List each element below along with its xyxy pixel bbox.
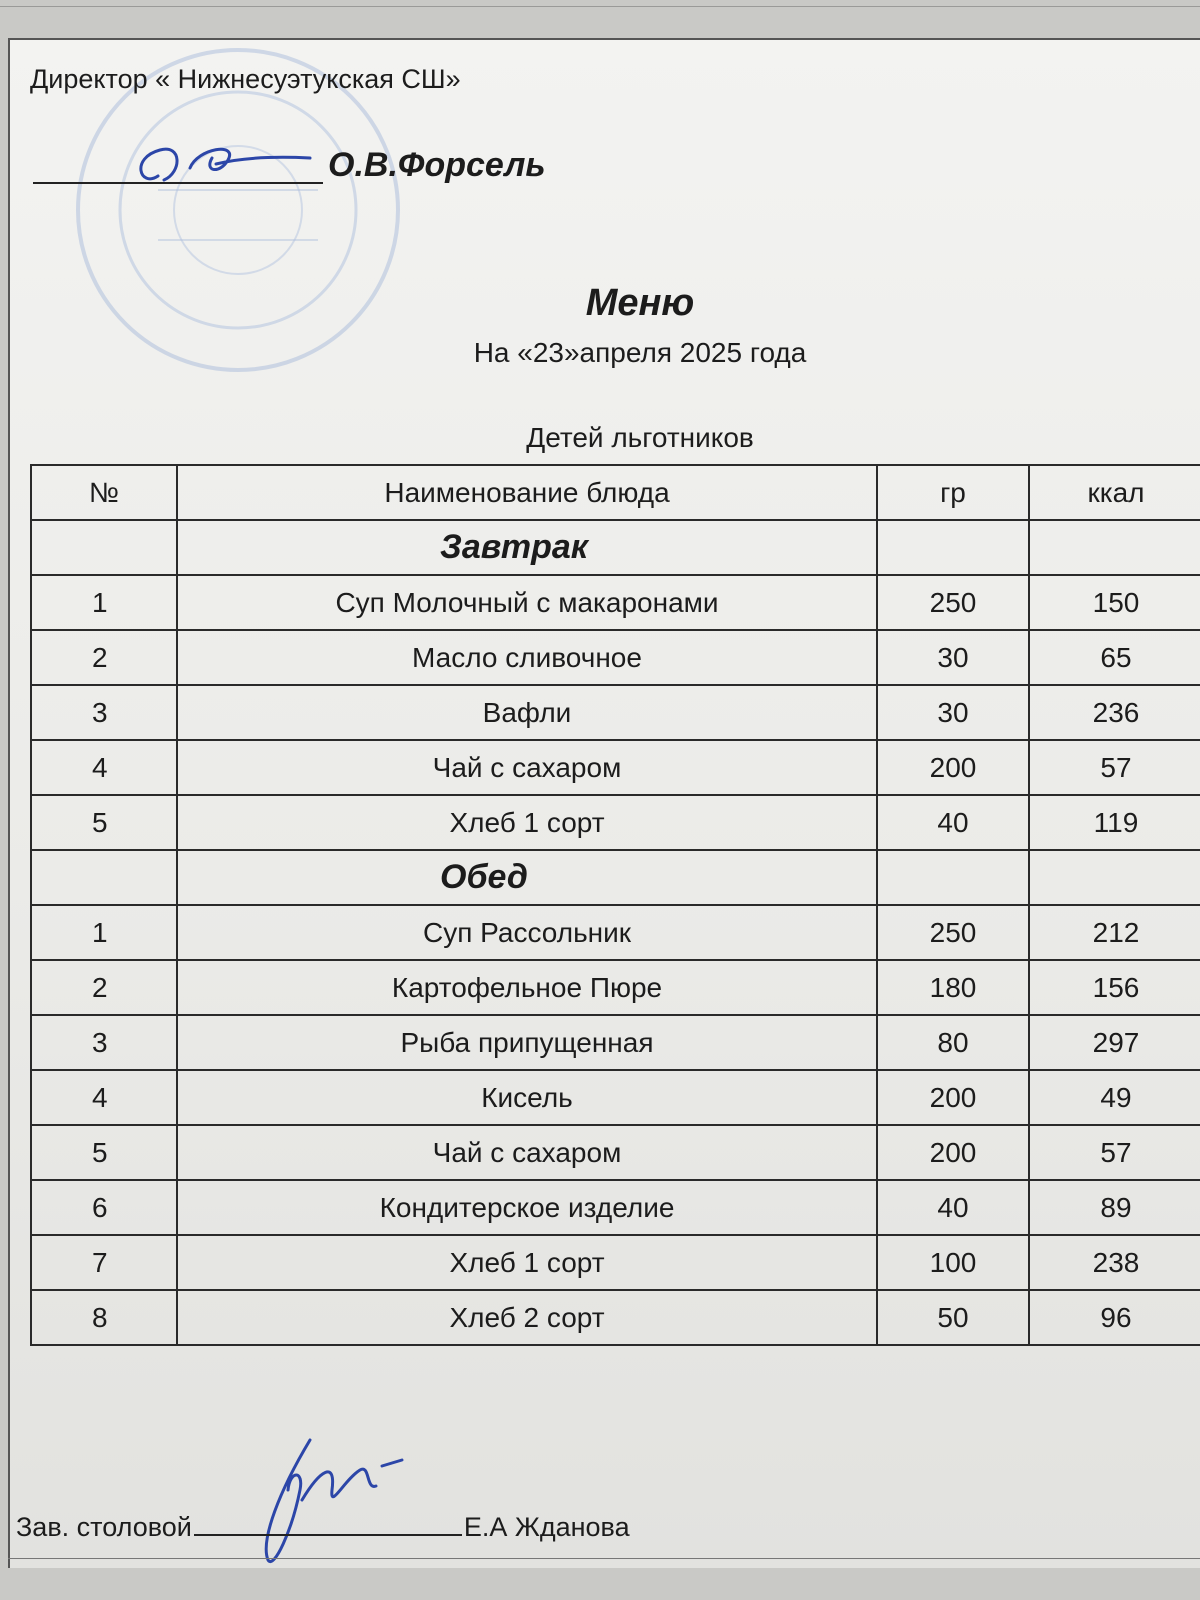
section-row-lunch: [31, 850, 1200, 905]
table-row: [31, 1235, 1200, 1290]
row-number: 1: [31, 905, 177, 960]
row-dish-name: Кондитерское изделие: [177, 1180, 877, 1235]
row-grams: 30: [877, 685, 1029, 740]
row-number: 8: [31, 1290, 177, 1345]
row-kcal: 297: [1029, 1015, 1200, 1070]
row-kcal: 89: [1029, 1180, 1200, 1235]
table-row: [31, 1070, 1200, 1125]
row-kcal: 57: [1029, 740, 1200, 795]
section-title-breakfast: Завтрак: [177, 520, 877, 575]
row-grams: 180: [877, 960, 1029, 1015]
row-number: 5: [31, 1125, 177, 1180]
row-dish-name: Картофельное Пюре: [177, 960, 877, 1015]
row-grams: 250: [877, 905, 1029, 960]
row-grams: 40: [877, 795, 1029, 850]
row-dish-name: Хлеб 1 сорт: [177, 795, 877, 850]
row-number: 3: [31, 685, 177, 740]
section-row-breakfast: [31, 520, 1200, 575]
row-kcal: 238: [1029, 1235, 1200, 1290]
section-empty-cell: [1029, 520, 1200, 575]
table-row: [31, 1125, 1200, 1180]
row-grams: 200: [877, 1125, 1029, 1180]
row-number: 4: [31, 740, 177, 795]
row-kcal: 57: [1029, 1125, 1200, 1180]
row-number: 2: [31, 960, 177, 1015]
row-kcal: 156: [1029, 960, 1200, 1015]
table-row: [31, 795, 1200, 850]
director-signature-scribble: [120, 128, 320, 198]
row-dish-name: Рыба припущенная: [177, 1015, 877, 1070]
section-title-lunch: Обед: [177, 850, 877, 905]
row-number: 1: [31, 575, 177, 630]
table-row: [31, 630, 1200, 685]
table-row: [31, 1180, 1200, 1235]
row-dish-name: Хлеб 2 сорт: [177, 1290, 877, 1345]
director-heading: Директор « Нижнесуэтукская СШ»: [30, 64, 461, 94]
row-number: 2: [31, 630, 177, 685]
row-dish-name: Вафли: [177, 685, 877, 740]
row-dish-name: Кисель: [177, 1070, 877, 1125]
row-grams: 40: [877, 1180, 1029, 1235]
row-dish-name: Суп Молочный с макаронами: [177, 575, 877, 630]
header-dish-name: Наименование блюда: [177, 465, 877, 520]
header-kcal: ккал: [1029, 465, 1200, 520]
row-dish-name: Масло сливочное: [177, 630, 877, 685]
row-grams: 200: [877, 740, 1029, 795]
row-grams: 50: [877, 1290, 1029, 1345]
row-number: 3: [31, 1015, 177, 1070]
canteen-head-signature-block: [16, 1512, 630, 1543]
paper-bottom-edge: [8, 1558, 1200, 1559]
canteen-head-role: Зав. столовой: [16, 1512, 192, 1542]
section-empty-cell: [31, 520, 177, 575]
row-kcal: 119: [1029, 795, 1200, 850]
canteen-head-signature-scribble: [240, 1430, 410, 1570]
canteen-head-name: Е.А Жданова: [463, 1512, 630, 1542]
row-dish-name: Чай с сахаром: [177, 740, 877, 795]
row-number: 4: [31, 1070, 177, 1125]
menu-table: [30, 464, 1200, 1346]
table-row: [31, 1015, 1200, 1070]
row-kcal: 212: [1029, 905, 1200, 960]
row-grams: 250: [877, 575, 1029, 630]
section-empty-cell: [877, 850, 1029, 905]
section-empty-cell: [877, 520, 1029, 575]
row-dish-name: Чай с сахаром: [177, 1125, 877, 1180]
table-row: [31, 1290, 1200, 1345]
row-number: 7: [31, 1235, 177, 1290]
row-number: 5: [31, 795, 177, 850]
row-grams: 80: [877, 1015, 1029, 1070]
table-row: [31, 740, 1200, 795]
table-header-row: [31, 465, 1200, 520]
table-row: [31, 905, 1200, 960]
director-name: О.В.Форсель: [328, 146, 546, 184]
paper-top-edge: [0, 6, 1200, 7]
section-empty-cell: [31, 850, 177, 905]
row-kcal: 150: [1029, 575, 1200, 630]
row-grams: 30: [877, 630, 1029, 685]
menu-date: На «23»апреля 2025 года: [473, 337, 807, 368]
header-number: №: [31, 465, 177, 520]
section-empty-cell: [1029, 850, 1200, 905]
row-dish-name: Хлеб 1 сорт: [177, 1235, 877, 1290]
header-grams: гр: [877, 465, 1029, 520]
table-row: [31, 575, 1200, 630]
row-kcal: 49: [1029, 1070, 1200, 1125]
menu-caption: Детей льготников: [526, 422, 754, 453]
row-grams: 100: [877, 1235, 1029, 1290]
table-row: [31, 960, 1200, 1015]
row-dish-name: Суп Рассольник: [177, 905, 877, 960]
table-row: [31, 685, 1200, 740]
row-kcal: 96: [1029, 1290, 1200, 1345]
row-kcal: 65: [1029, 630, 1200, 685]
row-number: 6: [31, 1180, 177, 1235]
row-kcal: 236: [1029, 685, 1200, 740]
row-grams: 200: [877, 1070, 1029, 1125]
page-title: Меню: [585, 282, 695, 324]
canteen-head-signature-line: [194, 1534, 462, 1536]
